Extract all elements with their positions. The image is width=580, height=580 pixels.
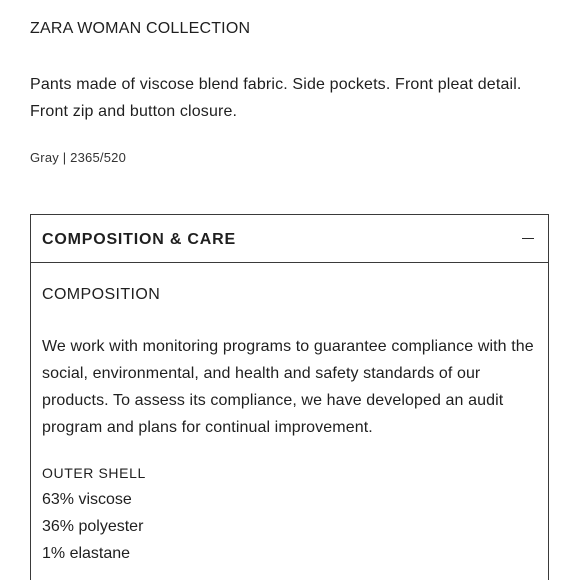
composition-care-header[interactable] — [31, 215, 548, 263]
outer-shell-list — [42, 486, 143, 567]
composition-care-panel — [30, 214, 549, 580]
outer-shell-heading: OUTER SHELL — [42, 465, 146, 481]
composition-text: We work with monitoring programs to guarantee compliance with the social, environmental, and health and safety standards of our products. To assess its compliance, we have developed an audit program and plans for continual improvement. — [42, 338, 534, 436]
product-description: Pants made of viscose blend fabric. Side pockets. Front pleat detail. Front zip and button closure. — [30, 76, 522, 120]
material-item: 63% viscose — [42, 491, 132, 508]
composition-heading: COMPOSITION — [42, 286, 161, 303]
color-reference: Gray | 2365/520 — [30, 150, 126, 165]
material-item: 36% polyester — [42, 518, 144, 535]
panel-title: COMPOSITION & CARE — [42, 231, 236, 248]
material-item: 1% elastane — [42, 545, 131, 562]
collection-title: ZARA WOMAN COLLECTION — [30, 20, 251, 37]
minus-icon[interactable] — [522, 238, 534, 239]
